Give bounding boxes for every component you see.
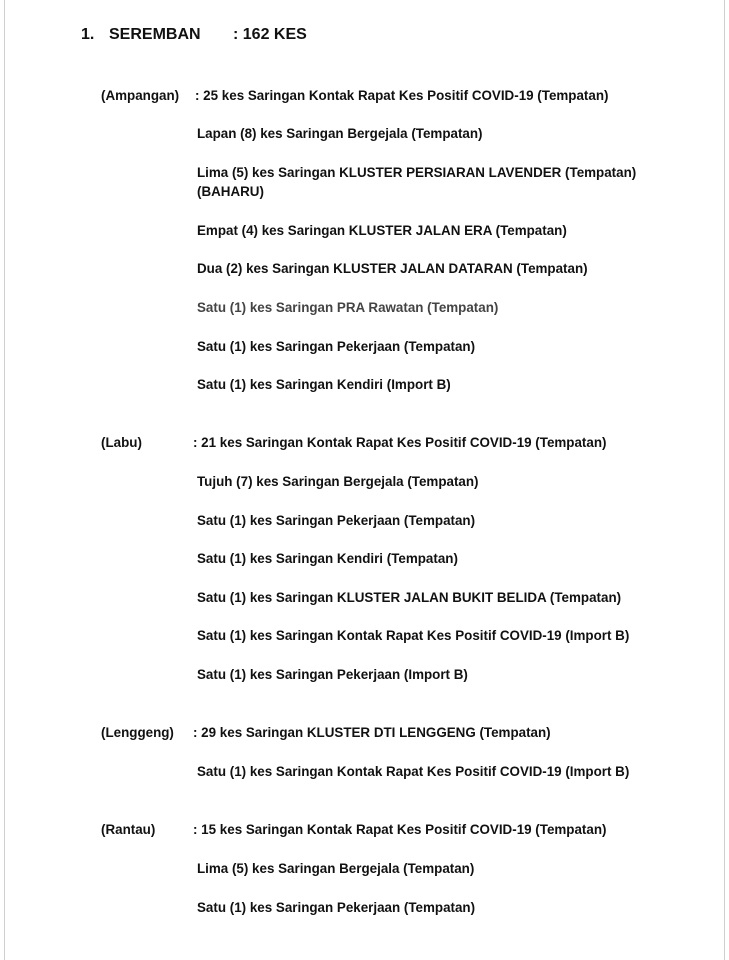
case-line: Tujuh (7) kes Saringan Bergejala (Tempatan): [197, 474, 479, 489]
case-line: : 21 kes Saringan Kontak Rapat Kes Positif COVID-19 (Tempatan): [193, 435, 607, 450]
case-line: : 25 kes Saringan Kontak Rapat Kes Positif COVID-19 (Tempatan): [195, 88, 609, 103]
case-line: Satu (1) kes Saringan PRA Rawatan (Tempatan): [197, 300, 499, 315]
case-line: Satu (1) kes Saringan Kontak Rapat Kes Positif COVID-19 (Import B): [197, 764, 630, 779]
case-line: Satu (1) kes Saringan Pekerjaan (Tempatan): [197, 339, 476, 354]
case-line: : 29 kes Saringan KLUSTER DTI LENGGENG (Tempatan): [193, 725, 551, 740]
heading-district: SEREMBAN: [109, 26, 201, 43]
area-label-rantau: (Rantau): [101, 822, 156, 837]
document-page: [4, 0, 725, 960]
case-line: : 15 kes Saringan Kontak Rapat Kes Positif COVID-19 (Tempatan): [193, 822, 607, 837]
area-label-ampangan: (Ampangan): [101, 88, 180, 103]
case-line: (BAHARU): [197, 184, 264, 199]
case-line: Dua (2) kes Saringan KLUSTER JALAN DATARAN (Tempatan): [197, 261, 588, 276]
area-label-labu: (Labu): [101, 435, 142, 450]
case-line: Satu (1) kes Saringan KLUSTER JALAN BUKIT BELIDA (Tempatan): [197, 590, 622, 605]
case-line: Lapan (8) kes Saringan Bergejala (Tempatan): [197, 126, 483, 141]
case-line: Satu (1) kes Saringan Pekerjaan (Import B): [197, 667, 468, 682]
case-line: Empat (4) kes Saringan KLUSTER JALAN ERA (Tempatan): [197, 223, 567, 238]
case-line: Satu (1) kes Saringan Pekerjaan (Tempatan): [197, 513, 476, 528]
district-heading: [81, 26, 307, 44]
case-line: Lima (5) kes Saringan KLUSTER PERSIARAN LAVENDER (Tempatan): [197, 165, 637, 180]
case-line: Satu (1) kes Saringan Kendiri (Import B): [197, 377, 451, 392]
area-label-lenggeng: (Lenggeng): [101, 725, 174, 740]
case-line: Satu (1) kes Saringan Kontak Rapat Kes Positif COVID-19 (Import B): [197, 628, 630, 643]
case-line: Satu (1) kes Saringan Pekerjaan (Tempatan): [197, 900, 476, 915]
heading-total: : 162 KES: [233, 26, 307, 43]
heading-number: 1.: [81, 26, 95, 43]
case-line: Satu (1) kes Saringan Kendiri (Tempatan): [197, 551, 458, 566]
case-line: Lima (5) kes Saringan Bergejala (Tempatan): [197, 861, 475, 876]
